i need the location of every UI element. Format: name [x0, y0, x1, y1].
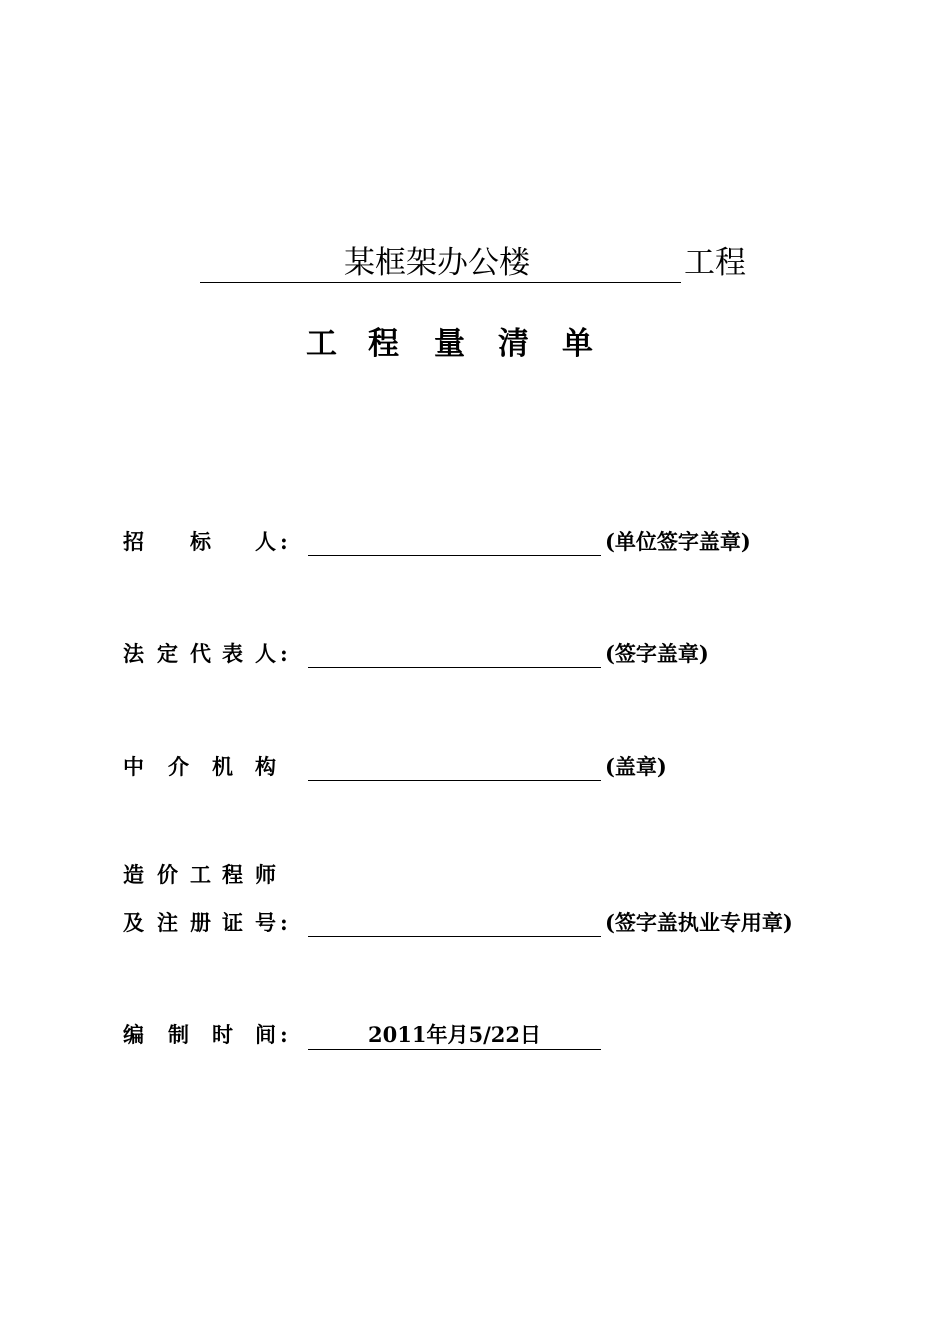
- compile-time-label-char: 间: [255, 1022, 276, 1047]
- compile-date-value[interactable]: 2011年月5/22日: [368, 1022, 541, 1047]
- engineer-label-char: 师: [255, 862, 276, 887]
- agency-signature-line[interactable]: [308, 780, 601, 781]
- legal-rep-label-char: 法: [123, 641, 144, 666]
- engineer-label-char: 及: [123, 910, 144, 935]
- engineer-label-char: 注: [157, 910, 178, 935]
- legal-rep-label-char: 表: [222, 641, 243, 666]
- agency-label-char: 中: [123, 754, 144, 779]
- subtitle-char: 量: [434, 326, 465, 362]
- engineer-label-char: 证: [222, 910, 243, 935]
- subtitle-char: 程: [368, 326, 399, 362]
- engineer-signature-line[interactable]: [308, 936, 601, 937]
- engineer-note: (签字盖执业专用章): [605, 910, 793, 935]
- agency-note: (盖章): [605, 754, 667, 779]
- tenderer-label-char: 标: [190, 529, 211, 554]
- agency-label-char: 介: [168, 754, 189, 779]
- legal-rep-label-char: 代: [190, 641, 211, 666]
- tenderer-colon: :: [280, 529, 288, 554]
- project-suffix: 工程: [684, 245, 746, 281]
- compile-date-line: [308, 1049, 601, 1050]
- compile-time-label-char: 制: [168, 1022, 189, 1047]
- legal-rep-label-char: 定: [157, 641, 178, 666]
- engineer-label-char: 程: [222, 862, 243, 887]
- engineer-label-char: 号: [255, 910, 276, 935]
- compile-time-label-char: 编: [123, 1022, 144, 1047]
- engineer-label-char: 价: [157, 862, 178, 887]
- compile-time-colon: :: [280, 1022, 288, 1047]
- engineer-colon: :: [280, 910, 288, 935]
- compile-time-label-char: 时: [212, 1022, 233, 1047]
- tenderer-note: (单位签字盖章): [605, 529, 751, 554]
- agency-label-char: 机: [212, 754, 233, 779]
- engineer-label-char: 造: [123, 862, 144, 887]
- legal-rep-label-char: 人: [255, 641, 276, 666]
- subtitle-char: 单: [562, 326, 593, 362]
- tenderer-label-char: 招: [123, 529, 144, 554]
- legal-rep-colon: :: [280, 641, 288, 666]
- legal-rep-signature-line[interactable]: [308, 667, 601, 668]
- tenderer-signature-line[interactable]: [308, 555, 601, 556]
- legal-rep-note: (签字盖章): [605, 641, 709, 666]
- subtitle-char: 清: [498, 326, 529, 362]
- subtitle-char: 工: [306, 326, 337, 362]
- project-name-underline: [200, 282, 681, 283]
- tenderer-label-char: 人: [255, 529, 276, 554]
- engineer-label-char: 工: [190, 862, 211, 887]
- engineer-label-char: 册: [190, 910, 211, 935]
- project-name: 某框架办公楼: [344, 245, 530, 281]
- agency-label-char: 构: [255, 754, 276, 779]
